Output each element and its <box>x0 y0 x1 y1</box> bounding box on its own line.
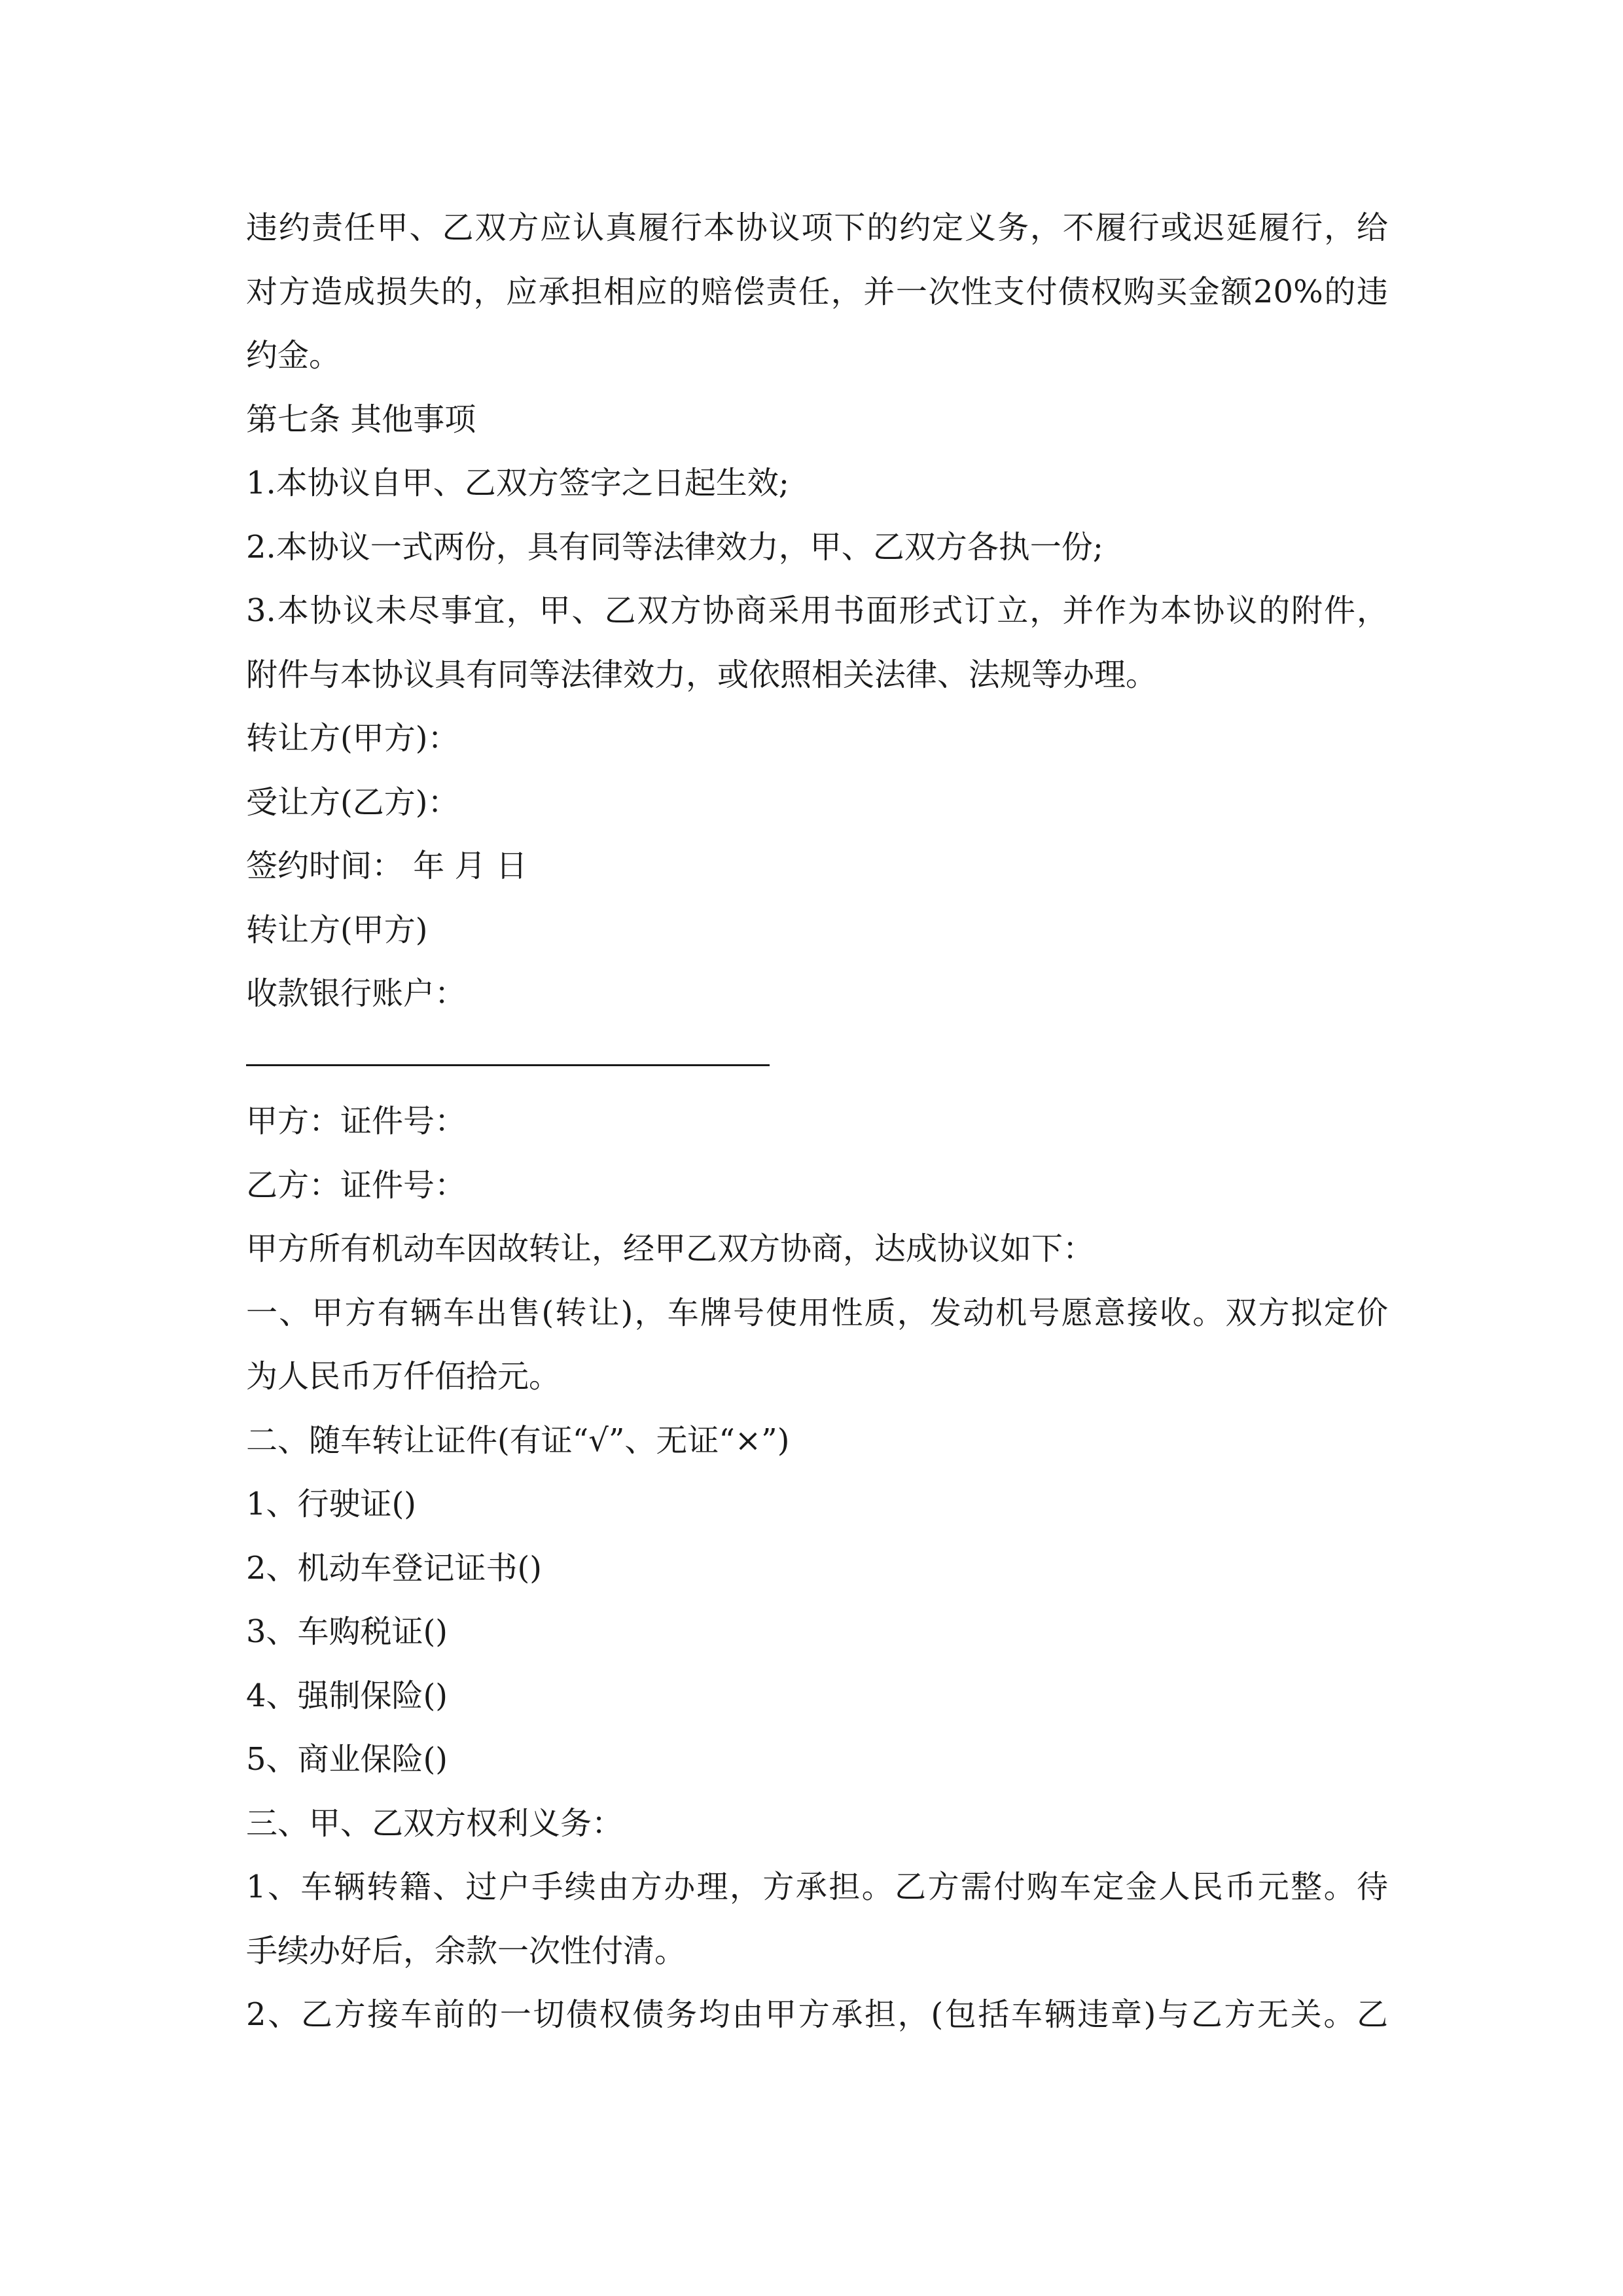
paragraph-line: 附件与本协议具有同等法律效力，或依照相关法律、法规等办理。 <box>246 656 1158 693</box>
underline-bar <box>246 1064 770 1066</box>
document-body <box>246 196 1411 2047</box>
list-item: 2、机动车登记证书() <box>246 1549 542 1587</box>
fill-in-underline <box>246 1026 1411 1090</box>
paragraph-line: 2.本协议一式两份，具有同等法律效力，甲、乙双方各执一份; <box>246 528 1103 565</box>
date-field-label: 签约时间： 年 月 日 <box>246 848 527 884</box>
paragraph-line: 2、乙方接车前的一切债权债务均由甲方承担，(包括车辆违章)与乙方无关。乙 <box>246 1996 1388 2033</box>
section-heading: 第七条 其他事项 <box>246 401 476 438</box>
bank-account-label: 收款银行账户： <box>246 975 467 1012</box>
section-heading: 二、随车转让证件(有证“√”、无证“×”) <box>246 1422 790 1459</box>
list-item: 4、强制保险() <box>246 1677 448 1714</box>
paragraph-line: 违约责任甲、乙双方应认真履行本协议项下的约定义务，不履行或迟延履行，给 <box>246 209 1388 246</box>
paragraph-line: 一、甲方有辆车出售(转让)，车牌号使用性质，发动机号愿意接收。双方拟定价 <box>246 1294 1388 1331</box>
id-field-label: 甲方：证件号： <box>246 1103 467 1139</box>
section-heading: 三、甲、乙双方权利义务： <box>246 1804 624 1842</box>
signature-field-label: 受让方(乙方)： <box>246 783 459 821</box>
paragraph-line: 1、车辆转籍、过户手续由方办理，方承担。乙方需付购车定金人民币元整。待 <box>246 1869 1388 1905</box>
list-item: 3、车购税证() <box>246 1613 448 1650</box>
list-item: 5、商业保险() <box>246 1741 448 1778</box>
signature-field-label: 转让方(甲方)： <box>246 720 459 757</box>
paragraph-line: 约金。 <box>246 337 341 374</box>
paragraph-line: 为人民币万仟佰拾元。 <box>246 1358 561 1395</box>
paragraph-line: 对方造成损失的，应承担相应的赔偿责任，并一次性支付债权购买金额20%的违 <box>246 273 1388 310</box>
paragraph-line: 1.本协议自甲、乙双方签字之日起生效; <box>246 465 789 501</box>
paragraph-line: 甲方所有机动车因故转让，经甲乙双方协商，达成协议如下： <box>246 1230 1095 1267</box>
id-field-label: 乙方：证件号： <box>246 1166 467 1204</box>
paragraph-line: 3.本协议未尽事宜，甲、乙双方协商采用书面形式订立，并作为本协议的附件， <box>246 592 1388 629</box>
paragraph-line: 转让方(甲方) <box>246 911 428 948</box>
list-item: 1、行驶证() <box>246 1486 416 1522</box>
paragraph-line: 手续办好后，余款一次性付清。 <box>246 1932 687 1969</box>
